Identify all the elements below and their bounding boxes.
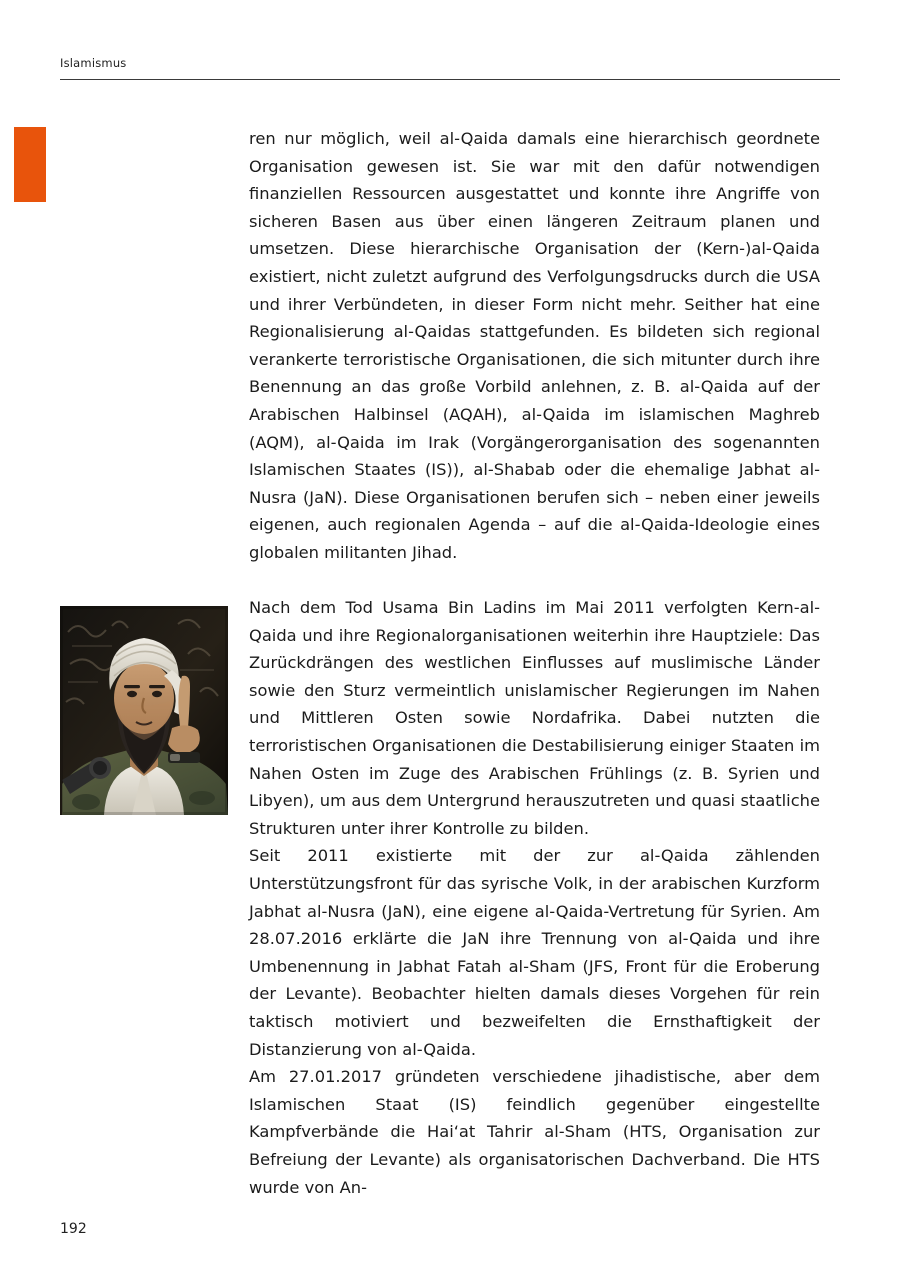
chapter-marker-tab — [14, 127, 46, 202]
paragraph-2: Nach dem Tod Usama Bin Ladins im Mai 2011 verfolgten Kern-al-Qaida und ihre Regionalorganisationen weiterhin ihre Hauptziele: Das Zurückdrängen des westlichen Einflusses auf muslimische Länder sowie den Sturz vermeintlich unislamischer Regierungen im Nahen und Mittleren Osten sowie Nordafrika. Dabei nutzten die terroristischen Organisationen die Destabilisierung einiger Staaten im Nahen Osten im Zuge des Arabischen Frühlings (z. B. Syrien und Libyen), um aus dem Untergrund herauszutreten und quasi staatliche Strukturen unter ihrer Kontrolle zu bilden. — [249, 598, 820, 838]
portrait-photo — [60, 606, 228, 815]
portrait-photo-graphic — [60, 606, 228, 815]
body-text-column — [249, 125, 820, 1201]
page-number: 192 — [60, 1221, 87, 1237]
paragraph-spacer — [249, 567, 820, 595]
paragraph-4: Am 27.01.2017 gründeten verschiedene jihadistische, aber dem Islamischen Staat (IS) feindlich gegenüber eingestellte Kampfverbände die Hai‘at Tahrir al-Sham (HTS, Organisation zur Befreiung der Levante) als organisatorischen Dachverband. Die HTS wurde von An- — [249, 1067, 820, 1197]
paragraph-3: Seit 2011 existierte mit der zur al-Qaida zählenden Unterstützungsfront für das syrische Volk, in der arabischen Kurzform Jabhat al-Nusra (JaN), eine eigene al-Qaida-Vertretung für Syrien. Am 28.07.2016 erklärte die JaN ihre Trennung von al-Qaida und ihre Umbenennung in Jabhat Fatah al-Sham (JFS, Front für die Eroberung der Levante). Beobachter hielten damals dieses Vorgehen für rein taktisch motiviert und bezweifelten die Ernsthaftigkeit der Distanzierung von al-Qaida. — [249, 846, 820, 1059]
header-divider — [60, 79, 840, 80]
paragraph-1: ren nur möglich, weil al-Qaida damals eine hierarchisch geordnete Organisation gewesen ist. Sie war mit den dafür notwendigen finanziellen Ressourcen ausgestattet und konnte ihre Angriffe von sicheren Basen aus über einen längeren Zeitraum planen und umsetzen. Diese hierarchische Organisation der (Kern-)al-Qaida existiert, nicht zuletzt aufgrund des Verfolgungsdrucks durch die USA und ihrer Verbündeten, in dieser Form nicht mehr. Seither hat eine Regionalisierung al-Qaidas stattgefunden. Es bildeten sich regional verankerte terroristische Organisationen, die sich mitunter durch ihre Benennung an das große Vorbild anlehnen, z. B. al-Qaida auf der Arabischen Halbinsel (AQAH), al-Qaida im islamischen Maghreb (AQM), al-Qaida im Irak (Vorgängerorganisation des sogenannten Islamischen Staates (IS)), al-Shabab oder die ehemalige Jabhat al-Nusra (JaN). Diese Organisationen berufen sich – neben einer jeweils eigenen, auch regionalen Agenda – auf die al-Qaida-Ideologie eines globalen militanten Jihad. — [249, 129, 820, 562]
running-head: Islamismus — [60, 56, 127, 70]
